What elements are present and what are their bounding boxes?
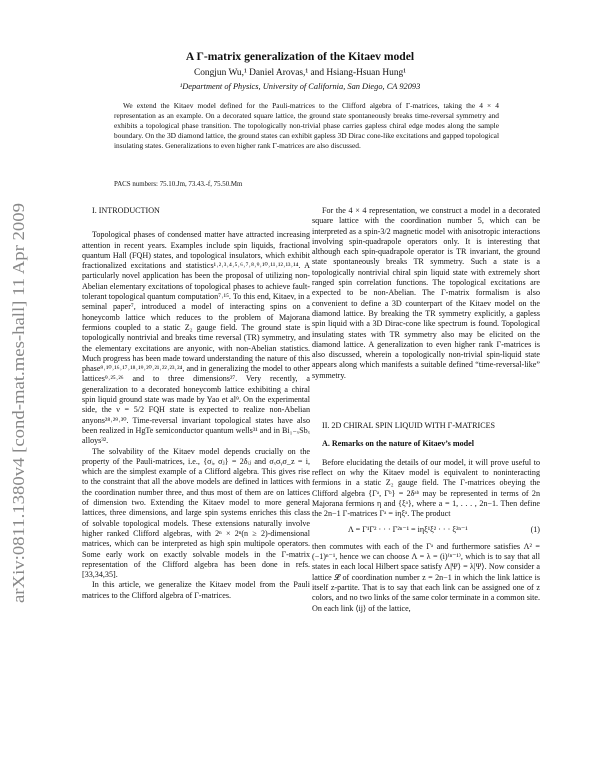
abstract: We extend the Kitaev model defined for the Pauli-matrices to the Clifford algebra of Γ-matrices, taking the 4 × 4 representation as an example. On a decorated square lattice, the ground state spontaneously breaks time-reversal symmetry and exhibits a topological phase transition. The topologically non-trivial phase carries gapless chiral edge modes along the sample boundary. On the 3D diamond lattice, the ground states can exhibit gapless 3D Dirac cone-like excitations and gapped topological insulating states. Generalizations to even higher rank Γ-matrices are also discussed.	[114, 101, 499, 150]
equation-1	[312, 525, 540, 535]
section-heading-introduction: I. INTRODUCTION	[92, 206, 160, 215]
right-column	[312, 206, 540, 614]
paper-title: A Γ-matrix generalization of the Kitaev model	[185, 50, 415, 63]
intro-paragraph-1: Topological phases of condensed matter have attracted increasing attention in recent years. Examples include spin liquids, fractional quantum Hall (FQH) states, and topological insulators, which exhibit fractionalized excitations and statistics¹˒²˒³˒⁴˒⁵˒⁶˒⁷˒⁸˒⁹˒¹⁰˒¹¹˒¹²˒¹³˒¹⁴. A particularly novel application has been the proposal of utilizing non-Abelian elementary excitations of topological phases to achieve fault-tolerant topological quantum computation⁷˒¹⁵. To this end, Kitaev, in a seminal paper⁷, introduced a model of interacting spins on a honeycomb lattice which reduces to the problem of Majorana fermions coupled to a static Z₂ gauge field. The ground state is topologically nontrivial and breaks time reversal (TR) symmetry, and the elementary excitations are anyonic, with non-Abelian statistics. Much progress has been made toward understanding the nature of this phase⁹˒¹⁰˒¹⁶˒¹⁷˒¹⁸˒¹⁹˒²⁰˒²¹˒²²˒²³˒²⁴, and in generalizing the model to other lattices⁹˒²⁵˒²⁶ and to three dimensions²⁷. Very recently, a generalization to a decorated honeycomb lattice exhibiting a chiral spin liquid ground state was made by Yao et al⁹. On the experimental side, the ν = 5/2 FQH state is expected to realize non-Abelian anyons²⁸˒²⁹˒³⁰. Time-reversal invariant topological states have also been realized in HgTe semiconductor quantum wells³¹ and in Bi₁₋ₓSbₓ alloys³².	[82, 230, 310, 446]
section2-paragraph-2: then commutes with each of the Γᵃ and furthermore satisfies Λ² = (−1)ⁿ⁻¹, hence we can choose Λ = λ = (i)⁽ⁿ⁻¹⁾, which is to say that all states in each local Hilbert space satisfy Λ|Ψ⟩ = λ|Ψ⟩. Now consider a lattice 𝓛 of coordination number z = 2n−1 in which the link lattice is itself z-partite. That is to say that each link can be assigned one of z colors, and no two links of the same color terminate in a common site. On each link ⟨ij⟩ of the lattice,	[312, 541, 540, 613]
subsection-heading-kitaev-remarks: A. Remarks on the nature of Kitaev’s model	[322, 439, 474, 449]
intro-paragraph-2: The solvability of the Kitaev model depends crucially on the property of the Pauli-matrices, i.e., {σᵢ, σⱼ} = 2δᵢⱼ and σₓσᵧσ_z = i, which are the simplest example of a Clifford algebra. This gives rise to the constraint that all the above models are defined in lattices with the coordination number three, and thus most of them are on lattices of dimension two. Extending the Kitaev model to more general lattices, three dimensions, and large spin systems enriches this class of solvable topological models. These extensions naturally involve higher ranked Clifford algebras, with 2ⁿ × 2ⁿ(n ≥ 2)-dimensional matrices, which can be interpreted as high spin multipole operators. Some early work on exactly solvable models in the Γ-matrix representation of the Clifford algebra has been done in refs. [33,34,35].	[82, 446, 310, 580]
author-list: Congjun Wu,¹ Daniel Arovas,¹ and Hsiang-Hsuan Hung¹	[193, 68, 407, 78]
equation-1-body: Λ = Γ¹Γ² · · · Γ²ⁿ⁻¹ = iηξ¹ξ² · · · ξ²ⁿ⁻¹	[348, 525, 468, 535]
arxiv-stamp-text: arXiv:0811.1380v4 [cond-mat.mes-hall] 11 Apr 2009	[9, 250, 28, 603]
left-column	[82, 206, 310, 601]
pacs-numbers: PACS numbers: 75.10.Jm, 73.43.-f, 75.50.Mm	[114, 181, 243, 188]
affiliation: ¹Department of Physics, University of California, San Diego, CA 92093	[179, 82, 421, 91]
equation-1-number: (1)	[530, 525, 540, 535]
section2-paragraph-1: Before elucidating the details of our model, it will prove useful to reflect on why the Kitaev model is equivalent to noninteracting fermions in a static Z₂ gauge field. The Γ-matrices obeying the Clifford algebra {Γᵃ, Γᵇ} = 2δᵃᵇ may be represented in terms of 2n Majorana fermions η and {ξᵃ}, where a = 1, . . . , 2n−1. Then define the 2n−1 Γ-matrices Γᵃ = iηξᵃ. The product	[312, 457, 540, 519]
intro-paragraph-4: For the 4 × 4 representation, we construct a model in a decorated square lattice with the coordination number 5, which can be interpreted as a spin-3/2 magnetic model with anisotropic interactions involving spin-quadrapole operators only. It is interesting that although each spin-quadrapole operator is TR invariant, the ground state spontaneously breaks TR symmetry. Such a state is a topologically nontrivial chiral spin liquid state with extremely short ranged spin correlation functions. The topological excitations are expected to be non-Abelian. The Γ-matrix formalism is also convenient to define a 3D counterpart of the Kitaev model on the diamond lattice. By breaking the TR symmetry explicitly, a gapless spin liquid with a 3D Dirac-cone like spectrum is found. Topological insulating states with TR symmetry also may be elicited on the diamond lattice. A generalization to even higher rank Γ-matrices is also discussed, wherein a topologically non-trivial spin-liquid state appears along which manifests a suitable defined “time-reversal-like” symmetry.	[312, 206, 540, 380]
arxiv-stamp	[0, 198, 34, 608]
section-heading-chiral-spin-liquid: II. 2D CHIRAL SPIN LIQUID WITH Γ-MATRICES	[322, 421, 496, 431]
intro-paragraph-3: In this article, we generalize the Kitaev model from the Pauli matrices to the Clifford algebra of Γ-matrices.	[82, 580, 310, 600]
